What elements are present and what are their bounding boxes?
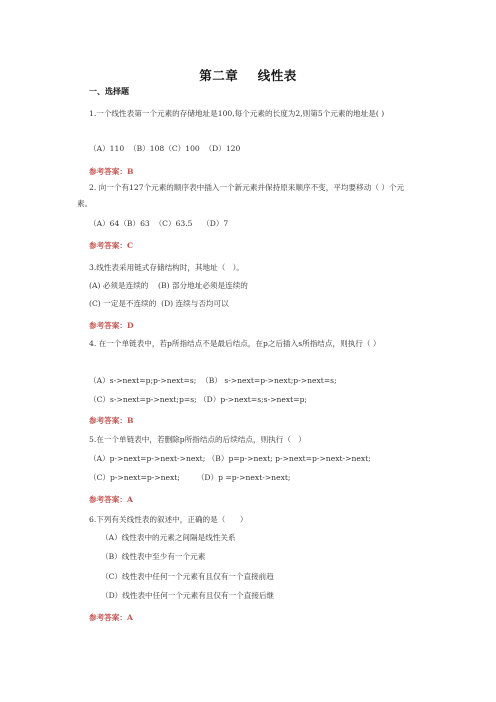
question-1-options: （A）110 （B）108（C）100 （D）120 xyxy=(89,144,241,153)
question-6-option-d: （D）线性表中任何一个元素有且仅有一个直接后继 xyxy=(101,591,275,600)
question-6-answer: 参考答案：A xyxy=(89,613,133,622)
question-1-answer: 参考答案：B xyxy=(89,167,134,176)
question-4-options-2: （C）s->next=p->next;p=s; （D）p->next=s;s->next=p; xyxy=(89,395,307,404)
question-6-option-a: （A）线性表中的元素之间隔是线性关系 xyxy=(101,533,236,542)
question-4-answer: 参考答案：B xyxy=(89,416,134,425)
question-3-options-2: (C) 一定是不连续的 (D) 连续与否均可以 xyxy=(89,299,229,308)
question-5-options-1: （A）p->next=p->next->next; （B）p=p->next; p->next=p->next->next; xyxy=(89,454,371,463)
question-2-stem: 2. 向一个有127个元素的顺序表中插入一个新元素并保持原来顺序不变，平均要移动（ ）个元素。 xyxy=(77,183,405,208)
chapter-title: 第二章 线性表 xyxy=(199,68,297,83)
question-5-stem: 5.在一个单链表中，若删除p所指结点的后续结点，则执行（ ） xyxy=(89,435,306,444)
section-heading: 一、选择题 xyxy=(89,86,129,96)
question-5-options-2: （C）p->next=p->next; （D）p =p->next->next; xyxy=(89,473,291,482)
question-3-stem: 3.线性表采用链式存储结构时，其地址（ ）。 xyxy=(89,263,244,272)
question-1-stem: 1.一个线性表第一个元素的存储地址是100,每个元素的长度为2,则第5个元素的地址是( ) xyxy=(89,109,385,118)
question-4-options-1: （A）s->next=p;p->next=s; （B） s->next=p->next;p->next=s; xyxy=(89,376,337,385)
question-6-option-b: （B）线性表中至少有一个元素 xyxy=(101,552,206,561)
question-6-option-c: （C）线性表中任何一个元素有且仅有一个直接前趋 xyxy=(101,572,274,581)
question-3-options-1: (A) 必须是连续的 (B) 部分地址必须是连续的 xyxy=(89,281,248,290)
question-2-answer: 参考答案：C xyxy=(89,241,134,250)
question-3-answer: 参考答案：D xyxy=(89,321,134,330)
question-5-answer: 参考答案：A xyxy=(89,495,133,504)
question-4-stem: 4. 在一个单链表中，若p所指结点不是最后结点，在p之后插入s所指结点，则执行（ ） xyxy=(89,339,381,348)
question-2-options: （A）64（B）63 （C）63.5 （D）7 xyxy=(89,219,229,228)
question-6-stem: 6.下列有关线性表的叙述中，正确的是（ ） xyxy=(89,515,248,524)
